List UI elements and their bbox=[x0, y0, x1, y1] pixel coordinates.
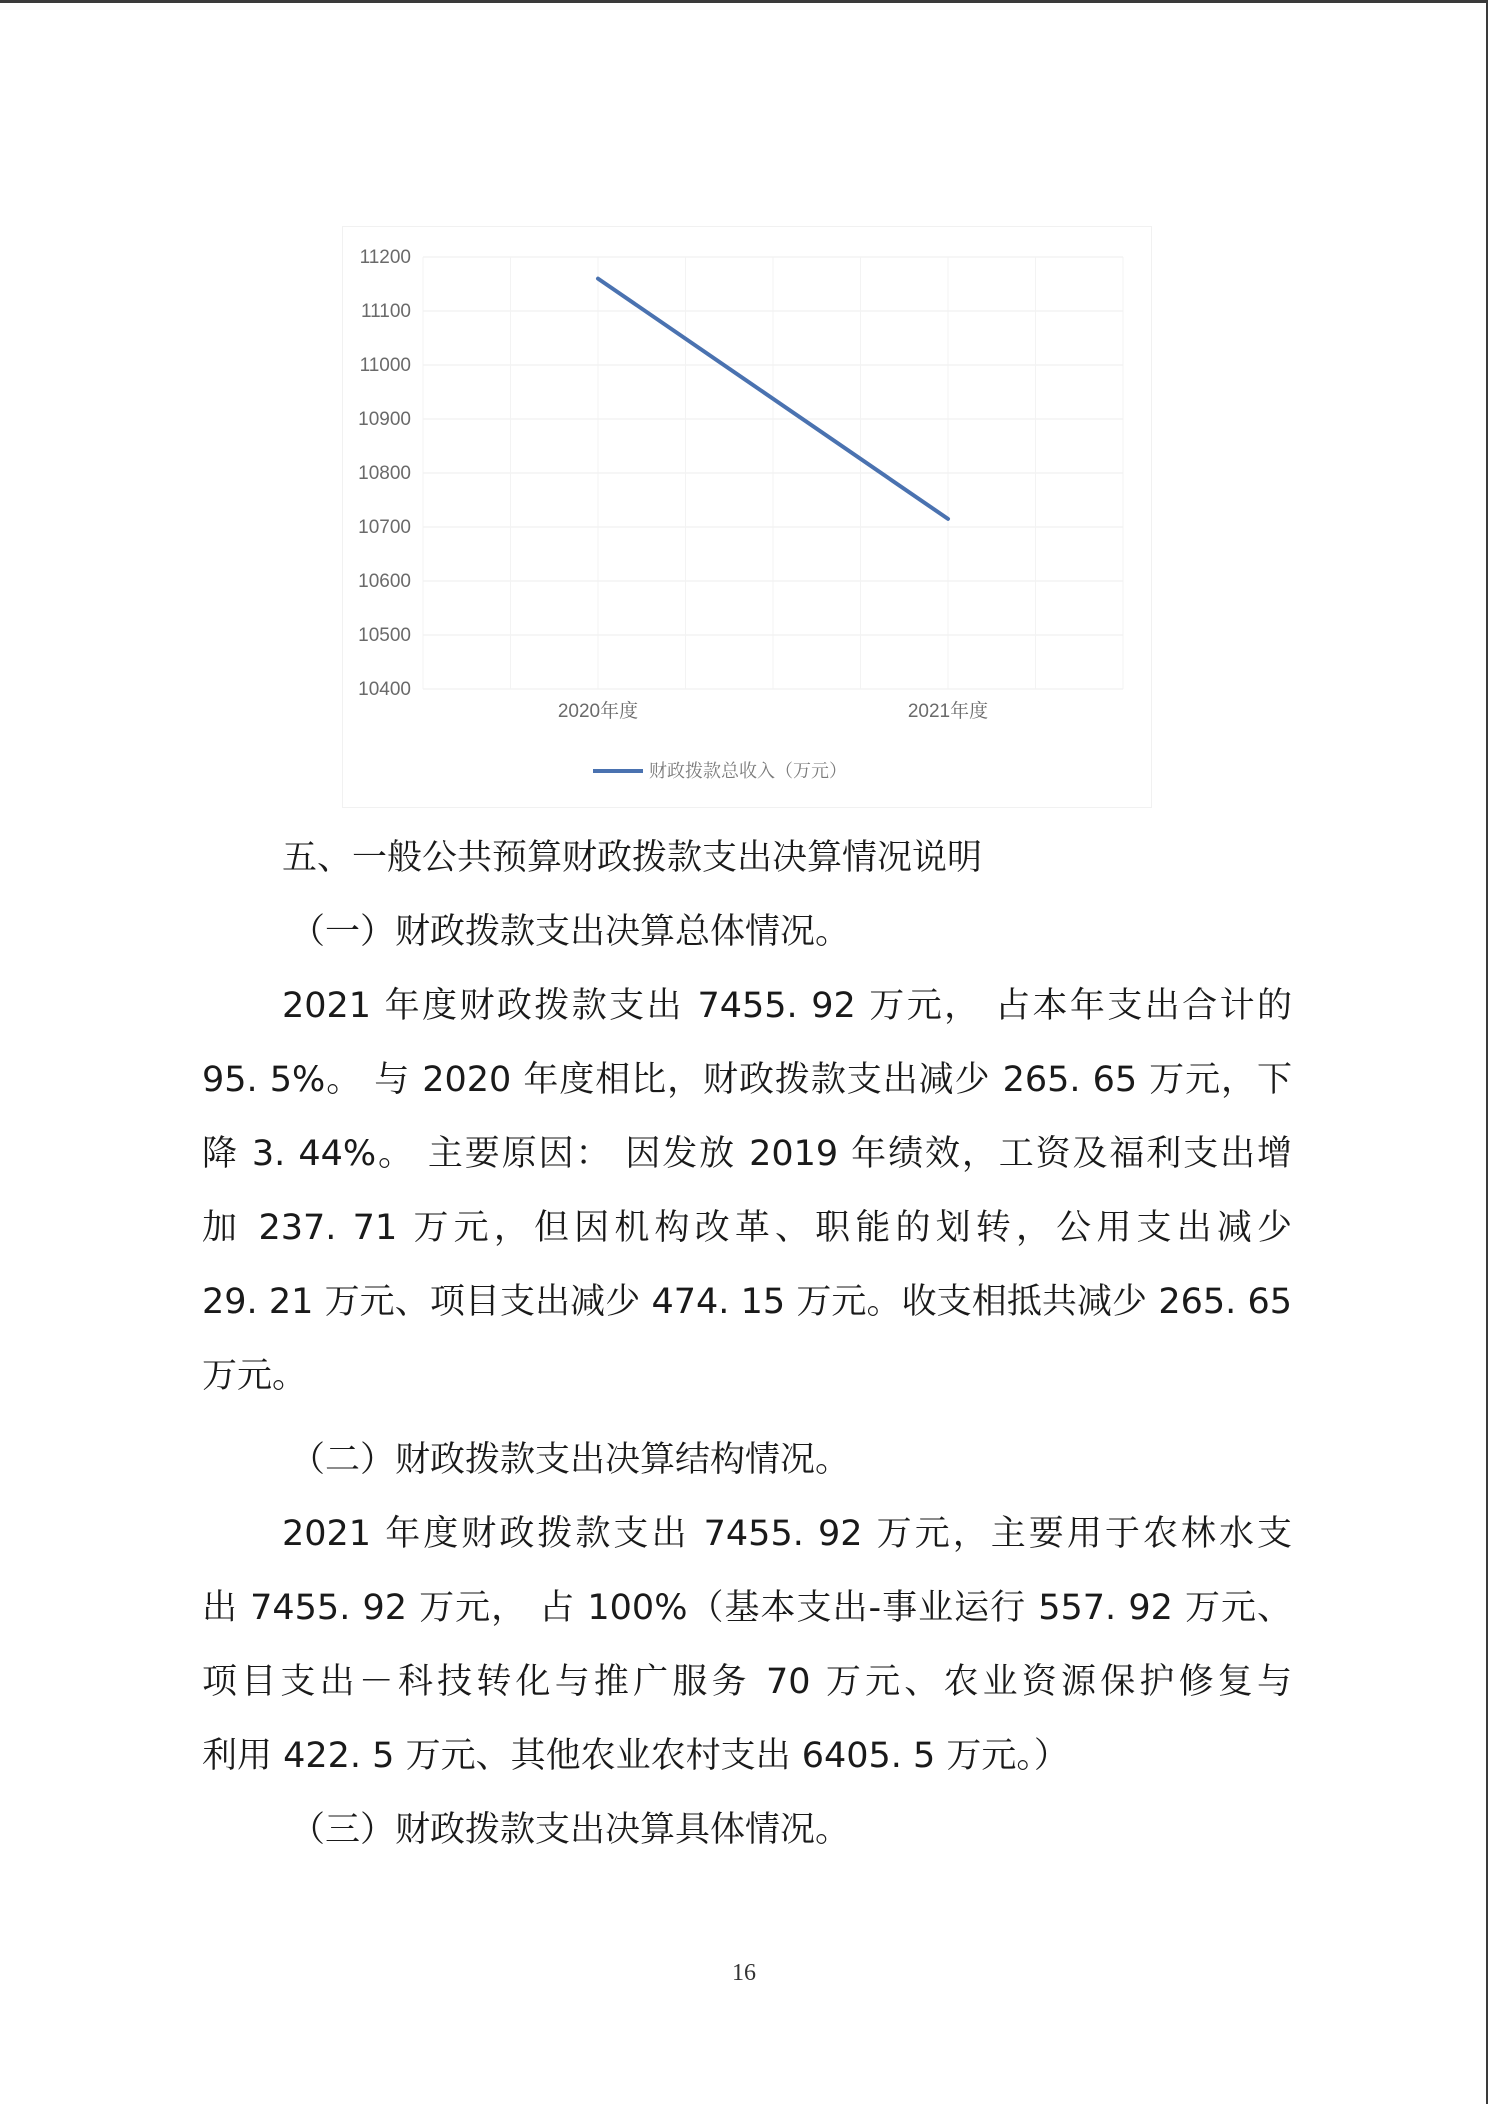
chart-canvas bbox=[343, 227, 1151, 807]
para2-line: 项目支出－科技转化与推广服务 70 万元、农业资源保护修复与 bbox=[202, 1662, 1292, 1702]
y-tick-label: 10900 bbox=[358, 409, 411, 430]
sub1-title: （一）财政拨款支出决算总体情况。 bbox=[290, 912, 851, 952]
para2-line: 出 7455. 92 万元， 占 100%（基本支出-事业运行 557. 92 万元、 bbox=[202, 1588, 1292, 1628]
x-tick-label: 2021年度 bbox=[907, 701, 989, 722]
y-tick-label: 11100 bbox=[360, 301, 411, 322]
page-number: 16 bbox=[732, 1960, 756, 1986]
para2-line: 2021 年度财政拨款支出 7455. 92 万元，主要用于农林水支 bbox=[282, 1514, 1292, 1554]
y-tick-label: 10800 bbox=[358, 463, 411, 484]
para1-line: 万元。 bbox=[202, 1356, 308, 1396]
y-tick-label: 11000 bbox=[359, 355, 411, 376]
sub3-title: （三）财政拨款支出决算具体情况。 bbox=[290, 1810, 851, 1850]
section-title: 五、一般公共预算财政拨款支出决算情况说明 bbox=[282, 838, 983, 878]
sub2-title: （二）财政拨款支出决算结构情况。 bbox=[290, 1440, 851, 1480]
para1-line: 29. 21 万元、项目支出减少 474. 15 万元。收支相抵共减少 265. 65 bbox=[202, 1282, 1292, 1322]
line-chart bbox=[342, 226, 1152, 808]
y-tick-label: 11200 bbox=[359, 247, 411, 268]
para1-line: 加 237. 71 万元，但因机构改革、职能的划转，公用支出减少 bbox=[202, 1208, 1292, 1248]
y-tick-label: 10400 bbox=[358, 679, 411, 700]
y-tick-label: 10700 bbox=[358, 517, 411, 538]
para2-line: 利用 422. 5 万元、其他农业农村支出 6405. 5 万元。） bbox=[202, 1736, 1069, 1776]
x-tick-label: 2020年度 bbox=[557, 701, 639, 722]
para1-line: 降 3. 44%。 主要原因： 因发放 2019 年绩效，工资及福利支出增 bbox=[202, 1134, 1292, 1174]
page-border-top bbox=[0, 0, 1488, 3]
y-tick-label: 10500 bbox=[358, 625, 411, 646]
y-tick-label: 10600 bbox=[358, 571, 411, 592]
para1-line: 2021 年度财政拨款支出 7455. 92 万元， 占本年支出合计的 bbox=[282, 986, 1292, 1026]
legend-label: 财政拨款总收入（万元） bbox=[649, 761, 847, 782]
para1-line: 95. 5%。 与 2020 年度相比，财政拨款支出减少 265. 65 万元，下 bbox=[202, 1060, 1292, 1100]
